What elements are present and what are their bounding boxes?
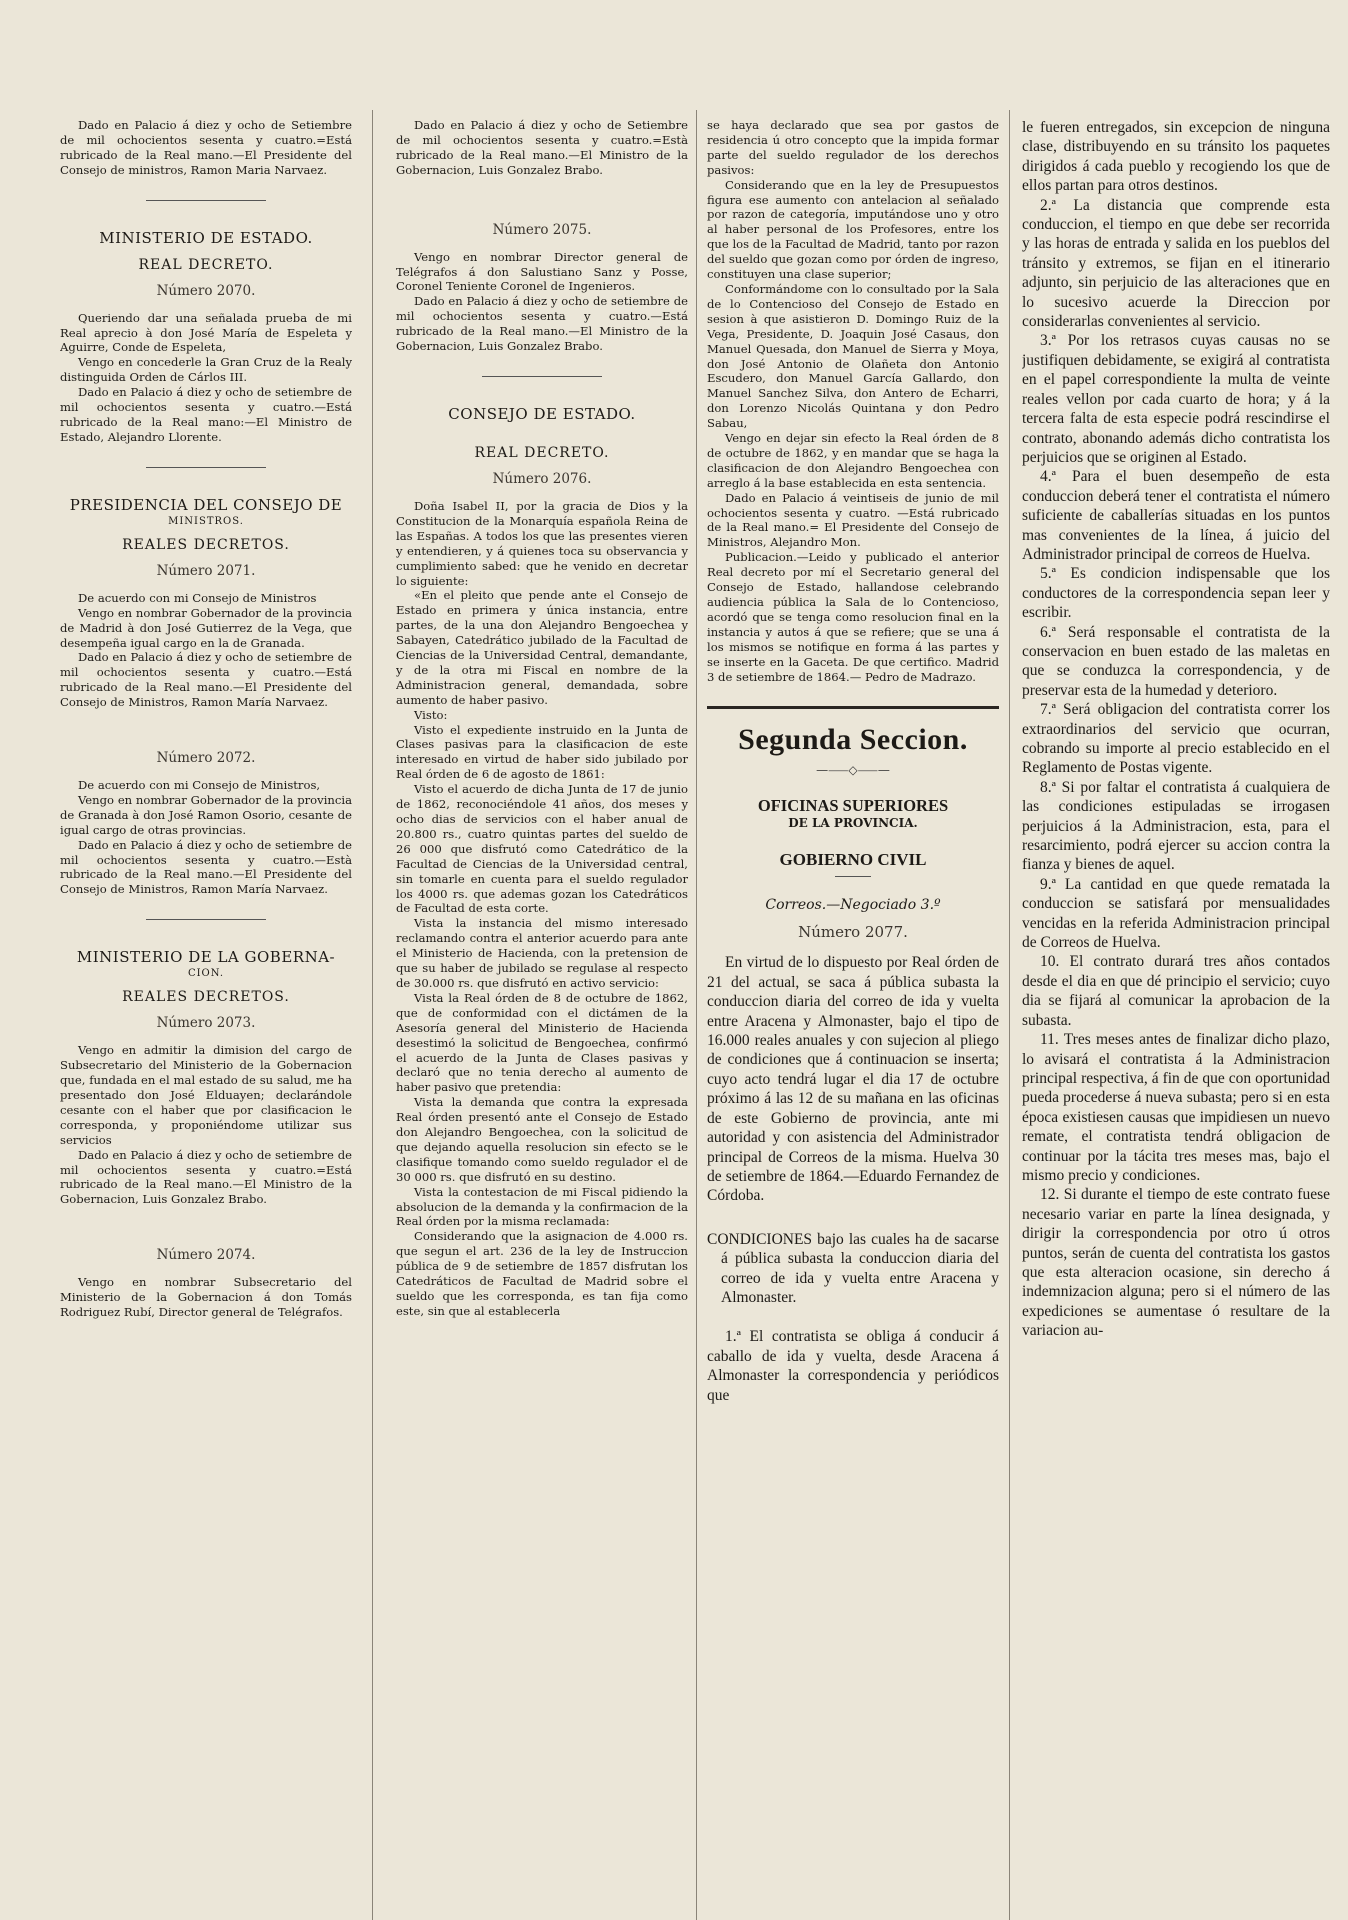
heading-real-decreto: REAL DECRETO. <box>138 256 274 273</box>
heading-gobierno-civil: GOBIERNO CIVIL <box>779 850 927 870</box>
paragraph: Dado en Palacio á diez y ocho de setiembre de mil ochocientos sesenta y cuatro.=Está rubricado de la Real mano.—El Ministro de la Gobernacion, Luis Gonzalez Brabo. <box>60 1147 352 1207</box>
heading-reales-decretos: REALES DECRETOS. <box>122 536 290 553</box>
heading-ministerio-estado: MINISTERIO DE ESTADO. <box>99 228 313 247</box>
paragraph: Considerando que en la ley de Presupuestos figura ese aumento con antelacion al señalado por razon de categoría, imputándose uno y otro al haber personal de los Profesores, entre los que los de la Facultad de Madrid, tanto por razon del sueldo que gozan como por órden de ingreso, constituyen una clase superior; <box>707 177 999 282</box>
paragraph: 10. El contrato durará tres años contados desde el dia en que dé principio el servicio; cuyo dia se fijará al comunicar la aprobacion de la subasta. <box>1022 953 1330 1029</box>
paragraph: Dado en Palacio á diez y ocho de setiembre de mil ochocientos sesenta y cuatro.—Está rubricado de la Real mano:—El Ministro de Estado, Alejandro Llorente. <box>60 385 352 444</box>
paragraph: Doña Isabel II, por la gracia de Dios y la Constitucion de la Monarquía española Reina de las Españas. A todos los que las presentes vieren y entendieren, y á quienes toca su observancia y cumplimiento sabed: que he venido en decretar lo siguiente: <box>396 498 688 588</box>
conditions-intro <box>707 1230 999 1308</box>
paragraph: 8.ª Si por faltar el contratista á cualquiera de las condiciones estipuladas se irrogasen perjuicios á la Administracion, esta, para el resarcimiento, podrá ejercer su accion contra la fianza y bienes de aquel. <box>1022 778 1330 874</box>
divider <box>146 919 266 920</box>
paragraph: Publicacion.—Leido y publicado el anterior Real decreto por mí el Secretario general del Consejo de Estado, hallandose celebrando audiencia pública la Sala de lo Contencioso, acordó que se tenga como resolucion final en la instancia y autos á que se refiere; que se una á los mismos se notifique en forma á las partes y se inserte en la Gaceta. De que certifico. Madrid 3 de setiembre de 1864.— Pedro de Madrazo. <box>707 550 999 684</box>
column-3 <box>707 118 999 1918</box>
decree-number: Número 2074. <box>156 1247 256 1264</box>
paragraph: Conformándome con lo consultado por la Sala de lo Contencioso del Consejo de Estado en sesion à que asistieron D. Domingo Ruiz de la Vega, Presidente, D. Joaquin José Casaus, don Manuel Quesada, don Manuel de Sierra y Moya, don José Antonio de Olañeta don Antonio Escudero, don Manuel García Gallardo, don Manuel Sanchez Silva, don Antero de Echarri, don Lorenzo Nicolás Quintana y don Pedro Sabau, <box>707 281 999 431</box>
paragraph: Dado en Palacio á diez y ocho de setiembre de mil ochocientos sesenta y cuatro.—Está rubricado de la Real mano.—El Presidente del Consejo de Ministros, Ramon María Narvaez. <box>60 650 352 710</box>
decree-number: Número 2072. <box>156 750 256 767</box>
paragraph: 3.ª Por los retrasos cuyas causas no se justifiquen debidamente, se exigirá al contratista en el papel correspondiente la multa de veinte reales vellon por cada cuarto de hora; y á la tercera falta de esta especie podrá rescindirse el contrato, abonando además dicho contratista los perjuicios que se originen al Estado. <box>1022 332 1330 466</box>
divider <box>482 376 602 377</box>
paragraph: Dado en Palacio á veintiseis de junio de mil ochocientos sesenta y cuatro. —Está rubricado de la Real mano.= El Presidente del Consejo de Ministros, Alejandro Mon. <box>707 490 999 550</box>
heading-provincia: DE LA PROVINCIA. <box>788 816 918 831</box>
paragraph: Vengo en nombrar Gobernador de la provincia de Granada à don José Ramon Osorio, cesante de igual cargo de otras provincias. <box>60 792 352 837</box>
paragraph: Vengo en nombrar Gobernador de la provincia de Madrid à don José Gutierrez de la Vega, que desempeña igual cargo en la de Granada. <box>60 605 352 650</box>
section-divider <box>707 706 999 709</box>
paragraph: le fueren entregados, sin excepcion de ninguna clase, distribuyendo en su tránsito los paquetes dirigidos á cada pueblo y recogiendo los que de ellos partan para otros destinos. <box>1022 119 1330 195</box>
paragraph: 5.ª Es condicion indispensable que los conductores de la correspondencia sepan leer y escribir. <box>1022 565 1330 622</box>
paragraph: 9.ª La cantidad en que quede rematada la conduccion se satisfará por mensualidades vencidas en la referida Administracion principal de Correos de Huelva. <box>1022 875 1330 952</box>
paragraph: Vengo en nombrar Subsecretario del Ministerio de la Gobernacion á don Tomás Rodriguez Rubí, Director general de Telégrafos. <box>60 1275 352 1320</box>
decree-number: Número 2076. <box>492 470 592 487</box>
heading-reales-decretos: REALES DECRETOS. <box>122 989 290 1006</box>
column-4 <box>1022 118 1330 1918</box>
paragraph: Dado en Palacio á diez y ocho de Setiembre de mil ochocientos sesenta y cuatro.=Està rubricado de la Real mano.—El Ministro de la Gobernacion, Luis Gonzalez Brabo. <box>396 118 688 177</box>
heading-ministerio-gobernacion: MINISTERIO DE LA GOBERNA- <box>76 948 336 967</box>
paragraph: Vista la Real órden de 8 de octubre de 1862, que de conformidad con el dictámen de la Asesoría general del Ministerio de Hacienda desestimó la solicitud de Bengoechea, confirmó el acuerdo de la Junta de Clases pasivas y declaró que no tenia derecho al aumento de haber pasivo que pretendia: <box>396 990 688 1095</box>
paragraph: se haya declarado que sea por gastos de residencia ú otro concepto que la impida formar parte del sueldo regulador de los derechos pasivos: <box>707 118 999 177</box>
paragraph: Considerando que la asignacion de 4.000 rs. que segun el art. 236 de la ley de Instruccion pública de 9 de setiembre de 1857 disfrutan los Catedráticos de Facultad de Madrid sobre el sueldo que les corresponda, es tan fija como este, sin que al establecerla <box>396 1229 688 1318</box>
paragraph: Dado en Palacio á diez y ocho de setiembre de mil ochocientos sesenta y cuatro.—Está rubricado de la Real mano.—El Ministro de la Gobernacion, Luis Gonzalez Brabo. <box>396 294 688 354</box>
notice-block <box>707 953 999 1405</box>
column-1 <box>60 118 352 1918</box>
paragraph: En virtud de lo dispuesto por Real órden de 21 del actual, se saca á pública subasta la conduccion diaria del correo de ida y vuelta entre Aracena y Almonaster, bajo el tipo de 16.000 reales anuales y con sujecion al pliego de condiciones que á continuacion se inserta; cuyo acto tendrá lugar el dia 17 de octubre próximo á las 12 de su mañana en las oficinas de este Gobierno de provincia, ante mi autoridad y con asistencia del Administrador principal de Correos de la misma. Huelva 30 de setiembre de 1864.—Eduardo Fernandez de Córdoba. <box>707 954 999 1205</box>
paragraph: 6.ª Será responsable el contratista de la conservacion en buen estado de las maletas en que se conduzca la correspondencia, y de preservar esta de la humedad y deterioro. <box>1022 623 1330 699</box>
decree-number: Número 2073. <box>156 1015 256 1032</box>
paragraph: Visto el acuerdo de dicha Junta de 17 de junio de 1862, reconociéndole 41 años, dos meses y ocho dias de servicios con el haber anual de 20.800 rs., cuatro quintas partes del sueldo de 26 000 que disfrutó como Catedrático de la Facultad de Ciencias de la Universidad central, sin tomarle en cuenta para el sueldo regulador los 4000 rs. que ademas gozan los Catedráticos de Facultad de esta corte. <box>396 782 688 916</box>
paragraph: Vengo en nombrar Director general de Telégrafos á don Salustiano Sanz y Posse, Coronel Teniente Coronel de Ingenieros. <box>396 249 688 294</box>
paragraph: 2.ª La distancia que comprende esta conduccion, el tiempo en que debe ser recorrida y las horas de entrada y salida en los pueblos del tránsito y extremos, se fijan en el itinerario adjunto, sin perjuicio de las alteraciones que en lo sucesivo acuerde la Direccion por considerarlas convenientes al servicio. <box>1022 196 1330 331</box>
paragraph: 11. Tres meses antes de finalizar dicho plazo, lo avisará el contratista á la Administracion principal respectiva, á fin de que con oportunidad pueda procederse á nueva subasta; pero si en esta época existiesen causas que impidiesen un nuevo remate, el contratista tendrá obligacion de continuar por la tácita tres meses mas, bajo el mismo precio y condiciones. <box>1022 1031 1330 1184</box>
paragraph: 4.ª Para el buen desempeño de esta conduccion deberá tener el contratista el número suficiente de caballerías situadas en los puntos mas convenientes de la línea, á juicio del Administrador principal de correos de Huelva. <box>1022 468 1330 563</box>
paragraph: Vista la demanda que contra la expresada Real órden presentó ante el Consejo de Estado don Alejandro Bengoechea, con la solicitud de que dejando aquella resolucion sin efecto se le clasifique tomando como sueldo regulador el de 30 000 rs. que disfrutó en su destino. <box>396 1095 688 1184</box>
heading-real-decreto: REAL DECRETO. <box>474 444 610 461</box>
divider <box>146 467 266 468</box>
heading-oficinas: OFICINAS SUPERIORES <box>757 796 949 816</box>
paragraph: De acuerdo con mi Consejo de Ministros, <box>78 778 321 793</box>
decree-number: Número 2077. <box>798 923 908 942</box>
decree-number: Número 2071. <box>156 562 256 579</box>
decree-number: Número 2075. <box>492 221 592 238</box>
heading-gobernacion-cont: CION. <box>187 968 225 980</box>
paragraph: 12. Si durante el tiempo de este contrato fuese necesario variar en parte la línea designada, y dirigir la correspondencia por otro ú otros puntos, serán de cuenta del contratista los gastos que esta alteracion ocasione, sin derecho á indemnizacion alguna; pero si el número de las expediciones se aumentase ó resultare de la variacion au- <box>1022 1186 1330 1340</box>
paragraph: Visto el expediente instruido en la Junta de Clases pasivas para la clasificacion de este interesado en virtud de haber sido jubilado por Real órden de 6 de agosto de 1861: <box>396 722 688 782</box>
column-divider <box>372 110 373 1920</box>
negociado-label: Correos.—Negociado 3.º <box>765 897 941 914</box>
column-divider <box>696 110 697 1920</box>
paragraph: Dado en Palacio á diez y ocho de setiembre de mil ochocientos sesenta y cuatro.—Està rubricado de la Real mano.—El Presidente del Consejo de Ministros, Ramon María Narvaez. <box>60 837 352 897</box>
column-divider <box>1009 110 1010 1920</box>
heading-segunda-seccion: Segunda Seccion. <box>738 723 968 757</box>
paragraph: Visto: <box>414 707 448 722</box>
divider <box>146 200 266 201</box>
paragraph: Vengo en admitir la dimision del cargo de Subsecretario del Ministerio de la Gobernacion que, fundada en el mal estado de su salud, me ha presentado don José Elduayen; declarándole cesante con el haber que por clasificacion le corresponda, y proponiéndome utilizar sus servicios <box>60 1043 352 1147</box>
paragraph: 1.ª El contratista se obliga á conducir á caballo de ida y vuelta, desde Aracena á Almonaster la correspondencia y periódicos que <box>707 1328 999 1404</box>
paragraph: 7.ª Será obligacion del contratista correr los extraordinarios del servicio que ocurran, cobrando su importe al precio establecido en el Reglamento de Postas vigente. <box>1022 701 1330 777</box>
paragraph: Vengo en concederle la Gran Cruz de la Realy distinguida Orden de Cárlos III. <box>60 355 352 385</box>
column-2 <box>396 118 688 1918</box>
heading-consejo-estado: CONSEJO DE ESTADO. <box>448 404 636 423</box>
ornament: —⸺◇⸺— <box>816 763 890 778</box>
paragraph: Queriendo dar una señalada prueba de mi Real aprecio à don José María de Espeleta y Aguirre, Conde de Espeleta, <box>60 310 352 355</box>
paragraph: De acuerdo con mi Consejo de Ministros <box>78 590 317 605</box>
divider <box>835 876 871 877</box>
paragraph: CONDICIONES bajo las cuales ha de sacarse á pública subasta la conduccion diaria del correo de ida y vuelta entre Aracena y Almonaster. <box>707 1230 999 1306</box>
heading-presidencia: PRESIDENCIA DEL CONSEJO DE <box>69 495 343 514</box>
paragraph: Vengo en dejar sin efecto la Real órden de 8 de octubre de 1862, y en mandar que se haga la clasificacion de don Alejandro Bengoechea con arreglo á la base establecida en esta sentencia. <box>707 431 999 490</box>
heading-presidencia-cont: MINISTROS. <box>168 515 244 527</box>
paragraph: Dado en Palacio á diez y ocho de Setiembre de mil ochocientos sesenta y cuatro.=Está rubricado de la Real mano.—El Presidente del Consejo de ministros, Ramon Maria Narvaez. <box>60 118 352 177</box>
paragraph: Vista la instancia del mismo interesado reclamando contra el anterior acuerdo para ante el Ministerio de Hacienda, con la pretension de que su haber de jubilado se regulase al respecto de 30.000 rs. que disfrutó en activo servicio: <box>396 916 688 990</box>
paragraph: «En el pleito que pende ante el Consejo de Estado en primera y única instancia, entre partes, de la una don Alejandro Bengoechea y Sabayen, Catedrático jubilado de la Facultad de Ciencias de la Universidad Central, demandante, y de la otra mi Fiscal en nombre de la Administracion general, demandada, sobre aumento de haber pasivo. <box>396 588 688 707</box>
paragraph: Vista la contestacion de mi Fiscal pidiendo la absolucion de la demanda y la confirmacion de la Real órden por la misma reclamada: <box>396 1184 688 1229</box>
decree-number: Número 2070. <box>156 282 256 299</box>
